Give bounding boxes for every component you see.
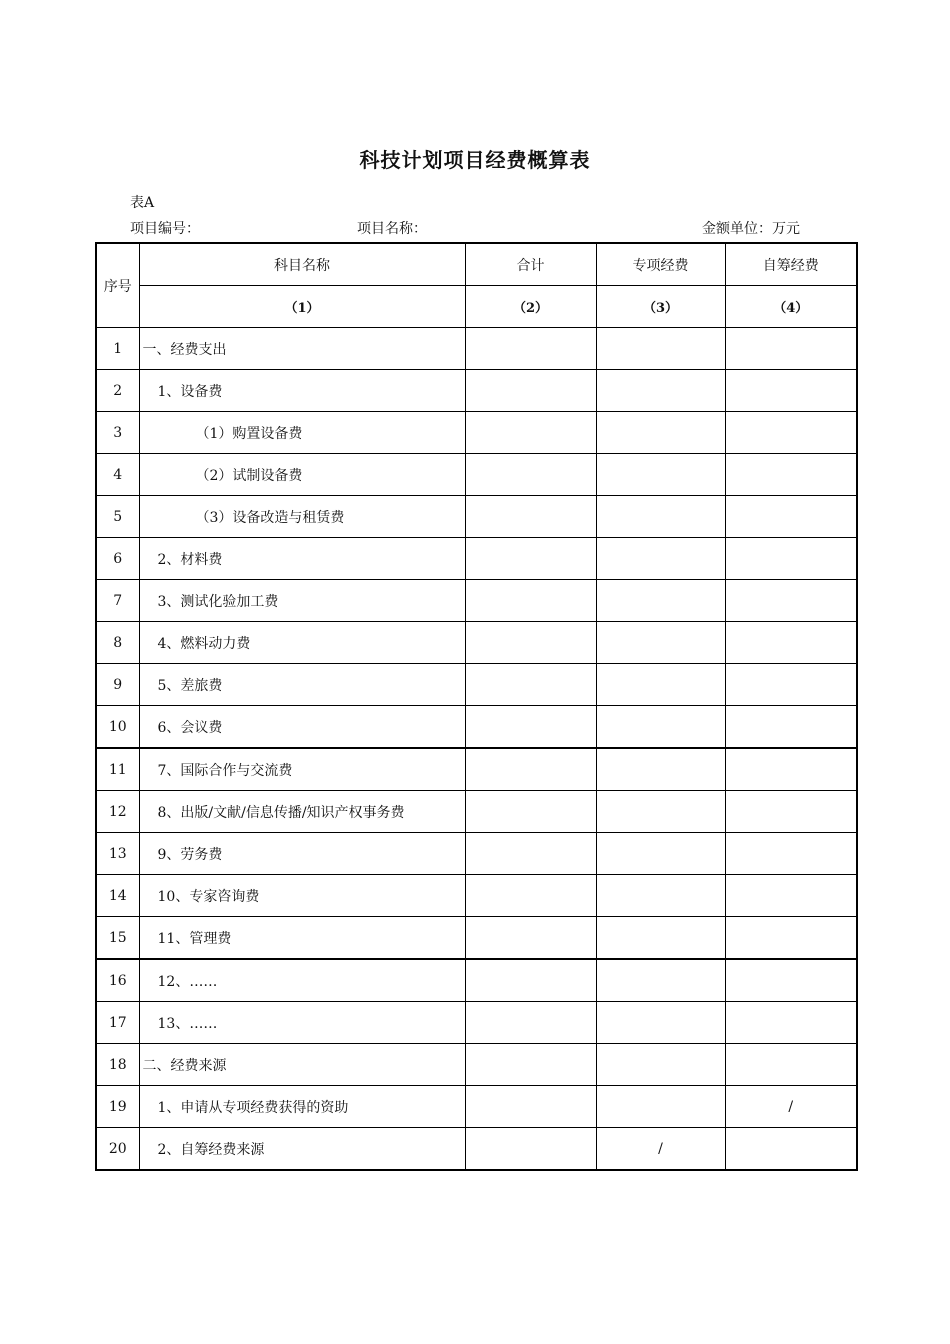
row-item-name: 二、经费来源 <box>139 1044 465 1086</box>
row-total-cell[interactable] <box>465 580 596 622</box>
row-index: 18 <box>96 1044 139 1086</box>
row-total-cell[interactable] <box>465 1086 596 1128</box>
row-self-cell[interactable] <box>725 1128 857 1171</box>
row-special-cell[interactable] <box>596 1002 725 1044</box>
row-special-cell[interactable] <box>596 370 725 412</box>
row-item-name: 7、国际合作与交流费 <box>139 748 465 791</box>
row-index: 8 <box>96 622 139 664</box>
amount-unit-label: 金额单位：万元 <box>702 221 800 237</box>
row-special-cell[interactable] <box>596 917 725 960</box>
row-self-cell[interactable] <box>725 833 857 875</box>
row-item-name: （1）购置设备费 <box>139 412 465 454</box>
table-row <box>96 1044 857 1086</box>
row-index: 17 <box>96 1002 139 1044</box>
row-total-cell[interactable] <box>465 664 596 706</box>
row-item-name: 3、测试化验加工费 <box>139 580 465 622</box>
row-self-cell[interactable] <box>725 370 857 412</box>
header-special-funds: 专项经费 <box>596 243 725 286</box>
row-special-cell[interactable] <box>596 496 725 538</box>
row-total-cell[interactable] <box>465 706 596 749</box>
project-name-label: 项目名称： <box>357 221 427 237</box>
row-item-name: 6、会议费 <box>139 706 465 749</box>
row-special-cell[interactable] <box>596 538 725 580</box>
row-special-cell[interactable] <box>596 664 725 706</box>
table-row <box>96 328 857 370</box>
row-self-cell[interactable] <box>725 328 857 370</box>
row-total-cell[interactable] <box>465 370 596 412</box>
row-item-name: 1、申请从专项经费获得的资助 <box>139 1086 465 1128</box>
row-index: 20 <box>96 1128 139 1171</box>
row-total-cell[interactable] <box>465 496 596 538</box>
row-total-cell[interactable] <box>465 833 596 875</box>
row-self-cell[interactable] <box>725 580 857 622</box>
row-self-cell[interactable] <box>725 875 857 917</box>
row-self-cell[interactable] <box>725 791 857 833</box>
header-col3-number: （3） <box>596 286 725 328</box>
row-special-cell[interactable] <box>596 328 725 370</box>
row-special-cell[interactable] <box>596 1044 725 1086</box>
row-total-cell[interactable] <box>465 538 596 580</box>
row-total-cell[interactable] <box>465 1002 596 1044</box>
row-self-cell[interactable] <box>725 706 857 749</box>
table-row <box>96 538 857 580</box>
row-self-cell[interactable] <box>725 538 857 580</box>
header-row <box>96 243 857 286</box>
header-col2-number: （2） <box>465 286 596 328</box>
row-special-cell[interactable] <box>596 833 725 875</box>
row-item-name: 11、管理费 <box>139 917 465 960</box>
row-item-name: （2）试制设备费 <box>139 454 465 496</box>
row-special-cell[interactable] <box>596 1086 725 1128</box>
row-index: 14 <box>96 875 139 917</box>
table-row <box>96 496 857 538</box>
row-index: 13 <box>96 833 139 875</box>
table-row <box>96 454 857 496</box>
row-item-name: 13、…… <box>139 1002 465 1044</box>
row-self-cell[interactable] <box>725 412 857 454</box>
row-item-name: 1、设备费 <box>139 370 465 412</box>
row-item-name: 10、专家咨询费 <box>139 875 465 917</box>
row-item-name: 8、出版/文献/信息传播/知识产权事务费 <box>139 791 465 833</box>
row-self-cell[interactable] <box>725 1044 857 1086</box>
table-row <box>96 875 857 917</box>
row-special-cell[interactable] <box>596 748 725 791</box>
row-item-name: 5、差旅费 <box>139 664 465 706</box>
row-special-cell[interactable] <box>596 875 725 917</box>
table-row <box>96 791 857 833</box>
row-special-cell[interactable] <box>596 580 725 622</box>
row-self-cell[interactable]: / <box>725 1086 857 1128</box>
row-index: 6 <box>96 538 139 580</box>
table-row <box>96 580 857 622</box>
table-row <box>96 622 857 664</box>
row-index: 3 <box>96 412 139 454</box>
header-self-raised-funds: 自筹经费 <box>725 243 857 286</box>
row-index: 12 <box>96 791 139 833</box>
row-special-cell[interactable] <box>596 412 725 454</box>
row-index: 16 <box>96 959 139 1002</box>
row-total-cell[interactable] <box>465 917 596 960</box>
row-self-cell[interactable] <box>725 454 857 496</box>
row-total-cell[interactable] <box>465 791 596 833</box>
table-row <box>96 917 857 960</box>
header-total: 合计 <box>465 243 596 286</box>
row-index: 5 <box>96 496 139 538</box>
table-row <box>96 706 857 749</box>
row-special-cell[interactable] <box>596 959 725 1002</box>
row-total-cell[interactable] <box>465 875 596 917</box>
row-index: 4 <box>96 454 139 496</box>
row-item-name: 一、经费支出 <box>139 328 465 370</box>
table-row <box>96 833 857 875</box>
page-title: 科技计划项目经费概算表 <box>359 148 591 172</box>
row-index: 9 <box>96 664 139 706</box>
row-index: 7 <box>96 580 139 622</box>
table-row <box>96 959 857 1002</box>
table-row <box>96 412 857 454</box>
project-code-label: 项目编号： <box>130 221 200 237</box>
header-index: 序号 <box>96 243 139 328</box>
row-index: 19 <box>96 1086 139 1128</box>
table-row <box>96 1128 857 1171</box>
row-item-name: 4、燃料动力费 <box>139 622 465 664</box>
row-special-cell[interactable] <box>596 622 725 664</box>
header-col4-number: （4） <box>725 286 857 328</box>
table-row <box>96 748 857 791</box>
row-self-cell[interactable] <box>725 1002 857 1044</box>
row-index: 11 <box>96 748 139 791</box>
row-self-cell[interactable] <box>725 664 857 706</box>
row-self-cell[interactable] <box>725 959 857 1002</box>
row-index: 15 <box>96 917 139 960</box>
row-self-cell[interactable] <box>725 748 857 791</box>
row-index: 10 <box>96 706 139 749</box>
row-item-name: 2、材料费 <box>139 538 465 580</box>
budget-table <box>95 242 858 1171</box>
row-special-cell[interactable]: / <box>596 1128 725 1171</box>
row-self-cell[interactable] <box>725 917 857 960</box>
header-item-name: 科目名称 <box>139 243 465 286</box>
table-row <box>96 1086 857 1128</box>
row-total-cell[interactable] <box>465 1128 596 1171</box>
header-number-row <box>96 286 857 328</box>
row-item-name: 12、…… <box>139 959 465 1002</box>
row-item-name: 9、劳务费 <box>139 833 465 875</box>
row-item-name: 2、自筹经费来源 <box>139 1128 465 1171</box>
table-row <box>96 370 857 412</box>
row-special-cell[interactable] <box>596 791 725 833</box>
table-row <box>96 664 857 706</box>
row-special-cell[interactable] <box>596 454 725 496</box>
row-special-cell[interactable] <box>596 706 725 749</box>
row-self-cell[interactable] <box>725 622 857 664</box>
row-self-cell[interactable] <box>725 496 857 538</box>
row-total-cell[interactable] <box>465 959 596 1002</box>
row-total-cell[interactable] <box>465 1044 596 1086</box>
row-total-cell[interactable] <box>465 748 596 791</box>
row-index: 2 <box>96 370 139 412</box>
table-label: 表A <box>130 195 155 211</box>
row-total-cell[interactable] <box>465 328 596 370</box>
header-col1-number: （1） <box>139 286 465 328</box>
table-row <box>96 1002 857 1044</box>
row-index: 1 <box>96 328 139 370</box>
row-total-cell[interactable] <box>465 622 596 664</box>
row-total-cell[interactable] <box>465 454 596 496</box>
row-item-name: （3）设备改造与租赁费 <box>139 496 465 538</box>
row-total-cell[interactable] <box>465 412 596 454</box>
